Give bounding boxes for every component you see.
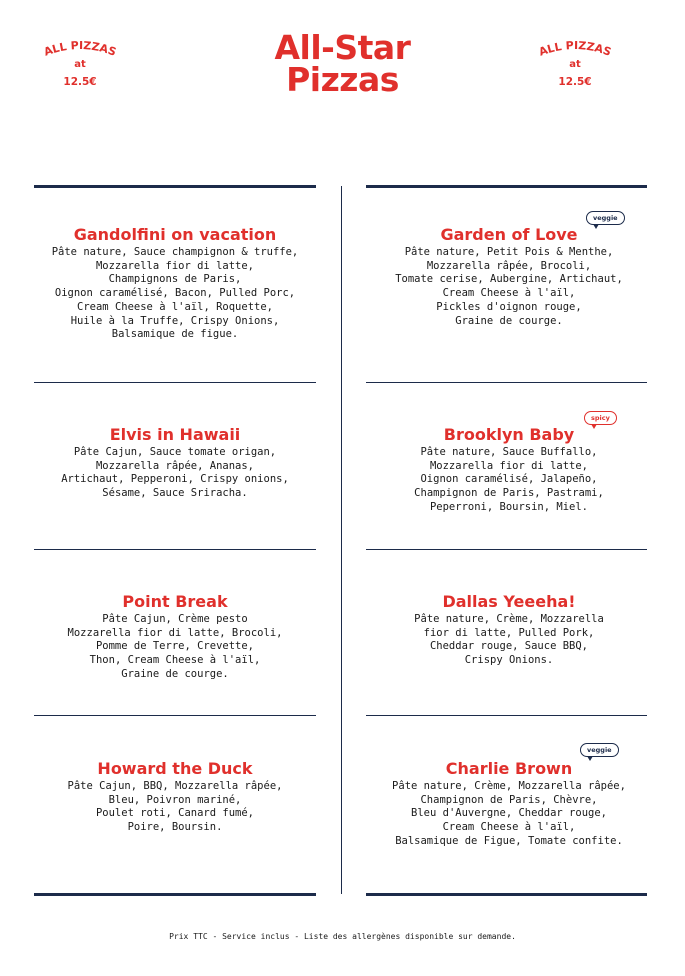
- veggie-tag: veggie: [580, 743, 619, 757]
- top-rule-left: [34, 185, 316, 188]
- pizza-description: Pâte Cajun, BBQ, Mozzarella râpée, Bleu, Poivron mariné, Poulet roti, Canard fumé, Poire, Boursin.: [67, 780, 283, 834]
- badge-left-line1: ALL PIZZAS: [42, 38, 118, 59]
- svg-text:ALL PIZZAS: [537, 39, 613, 59]
- pizza-name: Dallas Yeeeha!: [442, 592, 576, 611]
- pizza-item: [25, 426, 325, 501]
- pizza-name: Gandolfini on vacation: [73, 225, 277, 244]
- pizza-description: Pâte nature, Crème, Mozzarella râpée, Champignon de Paris, Chèvre, Bleu d'Auvergne, Cheddar rouge, Cream Cheese à l'aïl, Balsamique de Figue, Tomate confite.: [392, 780, 626, 847]
- footer-note: Prix TTC - Service inclus - Liste des allergènes disponible sur demande.: [169, 932, 516, 941]
- veggie-tag: veggie: [586, 211, 625, 225]
- badge-right-line1: ALL PIZZAS: [537, 38, 613, 59]
- bottom-rule-right: [366, 893, 647, 896]
- page-title-line1: All-Star: [274, 28, 411, 67]
- pizza-item: [25, 226, 325, 342]
- pizza-item: [25, 760, 325, 835]
- top-rule-right: [366, 185, 647, 188]
- row-rule-left-3: [34, 715, 316, 716]
- page-title-line2: Pizzas: [286, 60, 399, 99]
- pizza-description: Pâte nature, Petit Pois & Menthe, Mozzarella râpée, Brocoli, Tomate cerise, Aubergine, Artichaut, Cream Cheese à l'aïl, Pickles d'oignon rouge, Graine de courge.: [395, 246, 623, 327]
- row-rule-left-2: [34, 549, 316, 550]
- pizza-name: Howard the Duck: [97, 759, 253, 778]
- pizza-name: Elvis in Hawaii: [109, 425, 241, 444]
- badge-right-line2: at: [569, 59, 581, 70]
- row-rule-left-1: [34, 382, 316, 383]
- pizza-item: [359, 426, 659, 515]
- row-rule-right-1: [366, 382, 647, 383]
- badge-left-line2: at: [74, 59, 86, 70]
- pizza-item: [359, 760, 659, 849]
- price-badge-right-graphic: [520, 36, 630, 96]
- pizza-name: Garden of Love: [440, 225, 578, 244]
- pizza-name: Brooklyn Baby: [443, 425, 575, 444]
- pizza-name: Charlie Brown: [445, 759, 573, 778]
- row-rule-right-3: [366, 715, 647, 716]
- pizza-description: Pâte Cajun, Sauce tomate origan, Mozzarella râpée, Ananas, Artichaut, Pepperoni, Crispy onions, Sésame, Sauce Sriracha.: [61, 446, 289, 500]
- price-badge-right: [520, 36, 630, 96]
- pizza-description: Pâte Cajun, Crème pesto Mozzarella fior di latte, Brocoli, Pomme de Terre, Crevette, Thon, Cream Cheese à l'aïl, Graine de courge.: [67, 613, 283, 680]
- pizza-description: Pâte nature, Sauce Buffallo, Mozzarella fior di latte, Oignon caramélisé, Jalapeño, Champignon de Paris, Pastrami, Peperroni, Boursin, Miel.: [414, 446, 604, 513]
- row-rule-right-2: [366, 549, 647, 550]
- pizza-description: Pâte nature, Sauce champignon & truffe, Mozzarella fior di latte, Champignons de Paris, Oignon caramélisé, Bacon, Pulled Porc, Cream Cheese à l'aïl, Roquette, Huile à la Truffe, Crispy Onions, Balsamique de figue.: [51, 246, 299, 341]
- bottom-rule-left: [34, 893, 316, 896]
- pizza-item: [359, 593, 659, 668]
- badge-right-line3: 12.5€: [558, 76, 592, 88]
- pizza-item: [359, 226, 659, 328]
- spicy-tag: spicy: [584, 411, 617, 425]
- column-divider: [341, 186, 342, 894]
- pizza-name: Point Break: [122, 592, 228, 611]
- pizza-item: [25, 593, 325, 682]
- badge-left-line3: 12.5€: [63, 76, 97, 88]
- pizza-description: Pâte nature, Crème, Mozzarella fior di latte, Pulled Pork, Cheddar rouge, Sauce BBQ, Crispy Onions.: [414, 613, 604, 667]
